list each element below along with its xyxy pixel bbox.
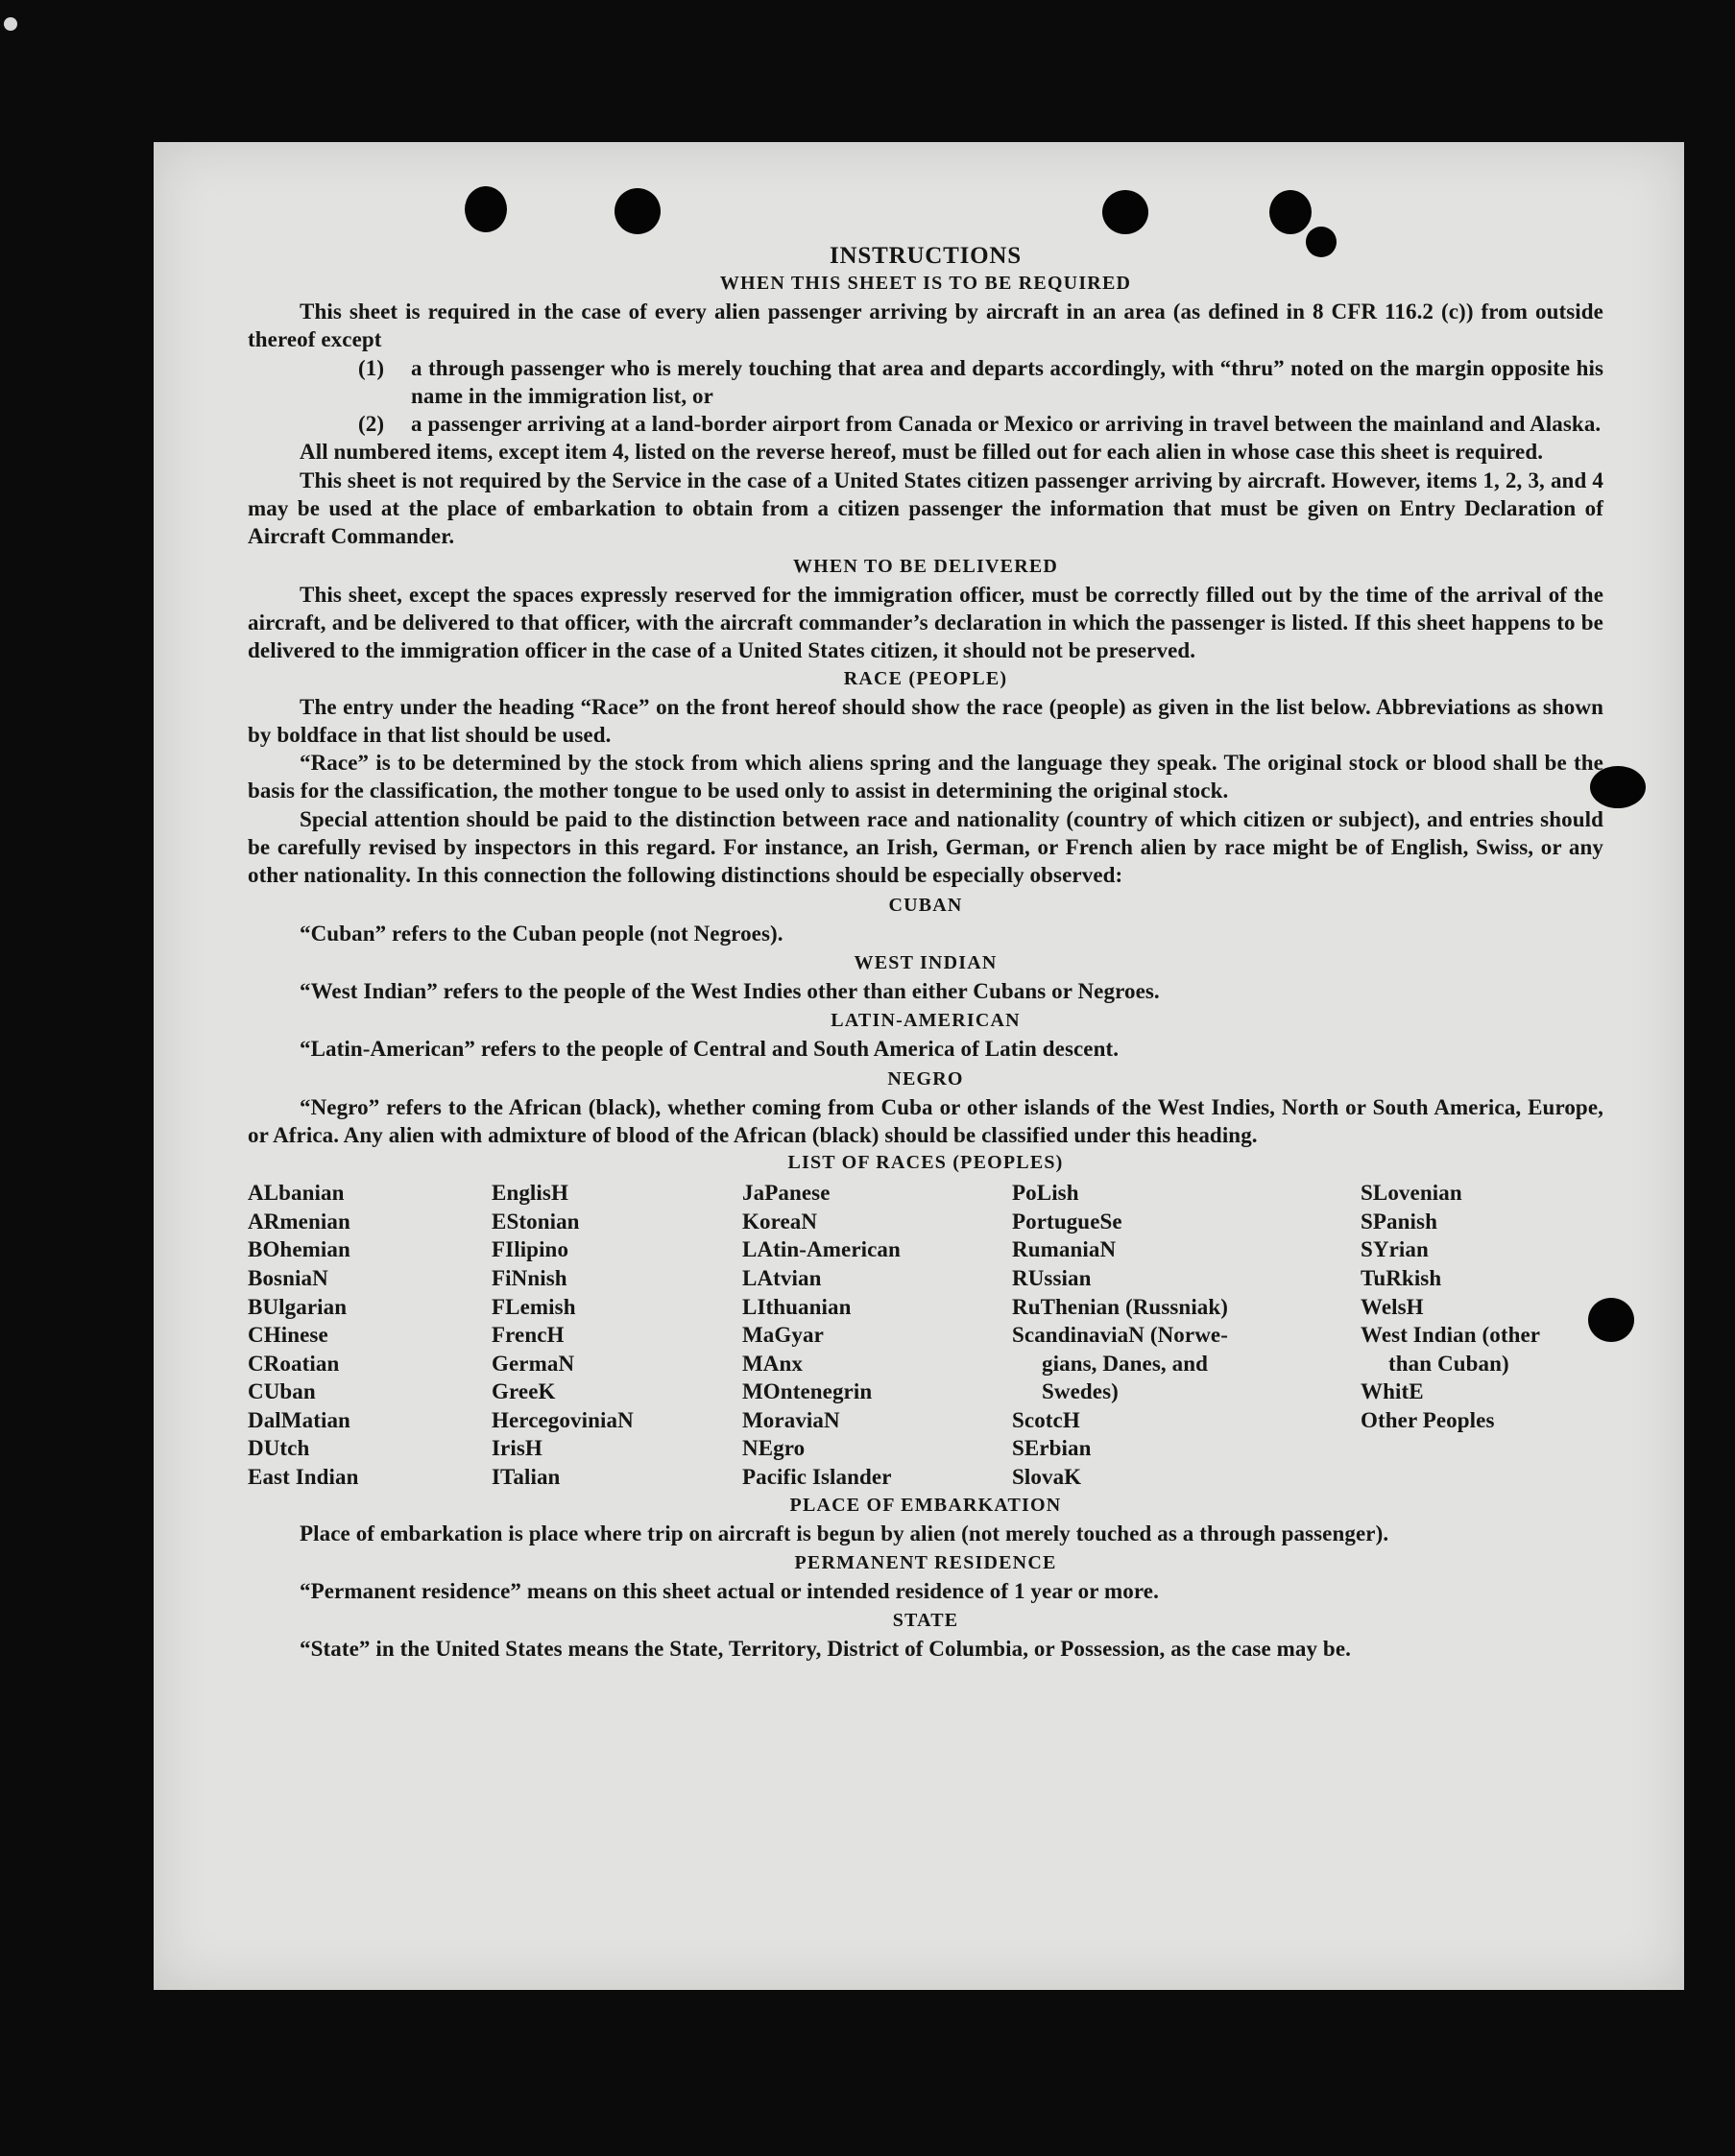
race-entry: DUtch xyxy=(248,1436,310,1461)
punch-hole xyxy=(614,188,661,234)
races-column xyxy=(248,1179,492,1492)
race-entry: RumaniaN xyxy=(1012,1237,1117,1262)
races-column xyxy=(1361,1179,1603,1492)
race-entry: GreeK xyxy=(492,1379,556,1404)
race-entry: ALbanian xyxy=(248,1181,345,1206)
race-entry: PortugueSe xyxy=(1012,1209,1122,1234)
scan-speck xyxy=(4,17,17,31)
section-heading-cuban: CUBAN xyxy=(888,894,963,916)
race-entry: BosniaN xyxy=(248,1265,328,1290)
race-entry: MaGyar xyxy=(742,1323,824,1348)
race-entry: BOhemian xyxy=(248,1237,350,1262)
requirement-intro: This sheet is required in the case of every alien passenger arriving by aircraft in an area (as defined in 8 CFR 116.2 (c)) from outside thereof except xyxy=(248,299,1603,352)
paragraph: This sheet is not required by the Service in the case of a United States citizen passenger arriving by aircraft. However, items 1, 2, 3, and 4 may be used at the place of embarkation to obtain from a citizen passenger the information that must be given on Entry Declaration of Aircraft Commander. xyxy=(248,467,1603,549)
race-entry: MAnx xyxy=(742,1351,804,1376)
race-entry: SPanish xyxy=(1361,1209,1437,1234)
race-entry: GermaN xyxy=(492,1351,575,1376)
page-title: INSTRUCTIONS xyxy=(830,243,1022,269)
race-entry: EnglisH xyxy=(492,1181,568,1206)
race-entry: ScandinaviaN (Norwe- xyxy=(1012,1323,1228,1348)
race-entry: KoreaN xyxy=(742,1209,818,1234)
item-number: (1) xyxy=(358,355,385,380)
paragraph: “State” in the United States means the State, Territory, District of Columbia, or Possession, as the case may be. xyxy=(300,1637,1351,1662)
instruction-sheet xyxy=(154,142,1684,1990)
instructions-text xyxy=(248,242,1603,1664)
paragraph: “Permanent residence” means on this sheet actual or intended residence of 1 year or more. xyxy=(300,1578,1159,1603)
section-heading-embarkation: PLACE OF EMBARKATION xyxy=(789,1494,1062,1516)
race-entry: MoraviaN xyxy=(742,1407,840,1432)
race-entry: HercegoviniaN xyxy=(492,1407,634,1432)
race-entry: SYrian xyxy=(1361,1237,1429,1262)
races-list-heading: LIST OF RACES (PEOPLES) xyxy=(787,1152,1064,1174)
paragraph: All numbered items, except item 4, listed on the reverse hereof, must be filled out for each alien in whose case this sheet is required. xyxy=(300,440,1544,465)
race-entry: ARmenian xyxy=(248,1209,350,1234)
race-entry: FLemish xyxy=(492,1294,576,1319)
section-heading-permanent-residence: PERMANENT RESIDENCE xyxy=(794,1551,1057,1573)
section-heading-race: RACE (PEOPLE) xyxy=(843,667,1008,689)
race-entry: PoLish xyxy=(1012,1181,1079,1206)
exception-item xyxy=(358,410,1603,438)
section-heading-state: STATE xyxy=(892,1610,959,1632)
races-column xyxy=(742,1179,1012,1492)
exception-item xyxy=(358,354,1603,411)
punch-hole xyxy=(1269,190,1312,234)
races-column xyxy=(492,1179,742,1492)
race-entry: LAtvian xyxy=(742,1265,822,1290)
race-entry: IrisH xyxy=(492,1436,542,1461)
race-entry: Swedes) xyxy=(1042,1379,1119,1404)
race-entry: NEgro xyxy=(742,1436,806,1461)
race-entry: SlovaK xyxy=(1012,1465,1082,1490)
race-entry: SLovenian xyxy=(1361,1181,1462,1206)
race-entry: CHinese xyxy=(248,1323,328,1348)
race-entry: CRoatian xyxy=(248,1351,340,1376)
race-entry: LAtin-American xyxy=(742,1237,901,1262)
paragraph: Special attention should be paid to the distinction between race and nationality (country of which citizen or subject), and entries should be carefully revised by inspectors in this regard. For instance, an Irish, German, or French alien by race might be of English, Swiss, or any other nationality. In this connection the following distinctions should be especially observed: xyxy=(248,806,1603,888)
race-entry: RUssian xyxy=(1012,1265,1092,1290)
race-entry: than Cuban) xyxy=(1388,1351,1509,1376)
race-entry: ITalian xyxy=(492,1465,561,1490)
race-entry: Pacific Islander xyxy=(742,1465,892,1490)
race-entry: FiNnish xyxy=(492,1265,567,1290)
race-entry: LIthuanian xyxy=(742,1294,852,1319)
race-entry: CUban xyxy=(248,1379,316,1404)
race-entry: ScotcH xyxy=(1012,1407,1080,1432)
race-entry: JaPanese xyxy=(742,1181,831,1206)
punch-hole xyxy=(1102,190,1148,234)
section-heading-when-required: WHEN THIS SHEET IS TO BE REQUIRED xyxy=(719,273,1132,294)
race-entry: RuThenian (Russniak) xyxy=(1012,1294,1229,1319)
race-entry: gians, Danes, and xyxy=(1042,1351,1208,1376)
race-entry: WelsH xyxy=(1361,1294,1424,1319)
race-entry: BUlgarian xyxy=(248,1294,348,1319)
race-entry: TuRkish xyxy=(1361,1265,1442,1290)
race-entry: MOntenegrin xyxy=(742,1379,873,1404)
paragraph: “Negro” refers to the African (black), whether coming from Cuba or other islands of the West Indies, North or South America, Europe, or Africa. Any alien with admixture of blood of the African (black) should be classified under this heading. xyxy=(248,1094,1603,1147)
race-entry: WhitE xyxy=(1361,1379,1424,1404)
race-entry: Other Peoples xyxy=(1361,1407,1495,1432)
section-heading-negro: NEGRO xyxy=(887,1067,964,1090)
paragraph: “Race” is to be determined by the stock from which aliens spring and the language they speak. The original stock or blood shall be the basis for the classification, the mother tongue to be used only to assist in determining the original stock. xyxy=(248,751,1603,803)
races-list xyxy=(248,1179,1603,1492)
punch-hole xyxy=(465,186,507,232)
race-entry: East Indian xyxy=(248,1465,359,1490)
paragraph: The entry under the heading “Race” on the front hereof should show the race (people) as given in the list below. Abbreviations as shown by boldface in that list should be used. xyxy=(248,694,1603,747)
race-entry: FrencH xyxy=(492,1323,565,1348)
item-number: (2) xyxy=(358,412,385,437)
race-entry: West Indian (other xyxy=(1361,1323,1541,1348)
paragraph: This sheet, except the spaces expressly reserved for the immigration officer, must be correctly filled out by the time of the arrival of the aircraft, and be delivered to that officer, with the aircraft commander’s declaration in which the passenger is listed. If this sheet happens to be delivered to the immigration officer in the case of a United States citizen, it should not be preserved. xyxy=(248,582,1603,663)
item-text: a through passenger who is merely touching that area and departs accordingly, with “thru” noted on the margin opposite his name in the immigration list, or xyxy=(411,355,1603,408)
section-heading-west-indian: WEST INDIAN xyxy=(854,951,998,973)
item-text: a passenger arriving at a land-border airport from Canada or Mexico or arriving in travel between the mainland and Alaska. xyxy=(411,412,1602,437)
paragraph: “West Indian” refers to the people of the West Indies other than either Cubans or Negroes. xyxy=(300,978,1160,1003)
race-entry: FIlipino xyxy=(492,1237,569,1262)
races-column xyxy=(1012,1179,1361,1492)
paragraph: “Cuban” refers to the Cuban people (not Negroes). xyxy=(300,921,783,946)
section-heading-when-delivered: WHEN TO BE DELIVERED xyxy=(792,555,1059,577)
paragraph: Place of embarkation is place where trip on aircraft is begun by alien (not merely touched as a through passenger). xyxy=(300,1521,1389,1545)
race-entry: SErbian xyxy=(1012,1436,1092,1461)
race-entry: EStonian xyxy=(492,1209,580,1234)
section-heading-latin-american: LATIN-AMERICAN xyxy=(831,1010,1021,1032)
race-entry: DalMatian xyxy=(248,1407,350,1432)
paragraph: “Latin-American” refers to the people of Central and South America of Latin descent. xyxy=(300,1037,1120,1062)
